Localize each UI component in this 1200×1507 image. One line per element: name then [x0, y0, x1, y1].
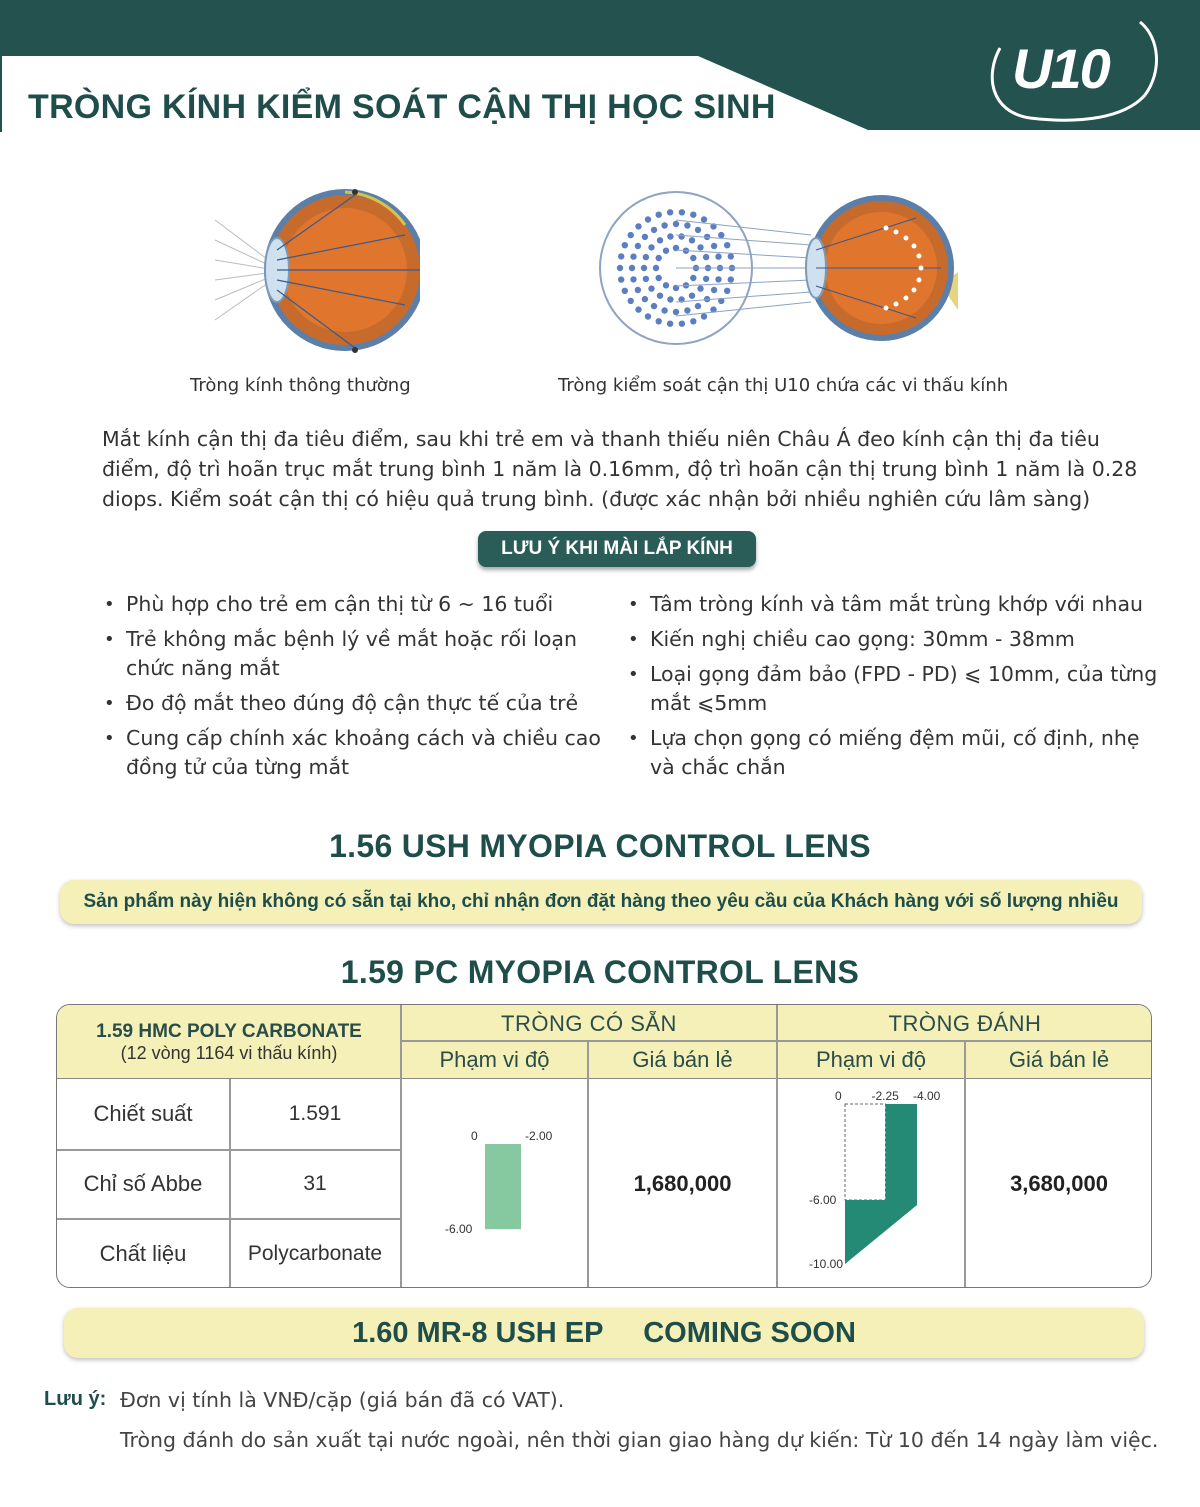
micro-lenslet — [641, 265, 647, 271]
custom-x-tick-1: -2.25 — [871, 1089, 899, 1103]
micro-lenslet — [661, 307, 667, 313]
micro-lenslet — [618, 253, 624, 259]
note-item: • Cung cấp chính xác khoảng cách và chiều cao đồng tử của từng mắt — [102, 724, 602, 782]
micro-lenslet — [657, 293, 663, 299]
micro-lenslet — [635, 243, 641, 249]
custom-range-outline — [845, 1104, 886, 1200]
note-item: • Lựa chọn gọng có miếng đệm mũi, cố định, nhẹ và chắc chắn — [626, 724, 1166, 782]
micro-lenslet — [718, 232, 724, 238]
spec-label-abbe: Chỉ số Abbe — [83, 1170, 203, 1196]
page-title: TRÒNG KÍNH KIỂM SOÁT CẬN THỊ HỌC SINH — [28, 88, 776, 126]
note-item: • Phù hợp cho trẻ em cận thị từ 6 ~ 16 tuổi — [102, 590, 602, 619]
micro-lenslet — [651, 303, 657, 309]
micro-lenslet — [657, 237, 663, 243]
micro-lenslet — [684, 222, 690, 228]
custom-price: 3,680,000 — [1010, 1171, 1108, 1196]
fitting-notes-right — [626, 590, 1166, 788]
micro-lenslet — [695, 303, 701, 309]
note-item: • Tâm tròng kính và tâm mắt trùng khớp với nhau — [626, 590, 1166, 619]
micro-lenslet — [663, 282, 669, 288]
custom-lens-header: TRÒNG ĐÁNH — [888, 1011, 1042, 1036]
pc-section-title: 1.59 PC MYOPIA CONTROL LENS — [340, 954, 860, 990]
stock-range-chart — [401, 1079, 588, 1288]
micro-lenslet — [724, 242, 730, 248]
micro-lenslet — [690, 318, 696, 324]
fitting-notes-left — [102, 590, 602, 788]
micro-lenslet — [673, 309, 679, 315]
micro-lenslet — [689, 293, 695, 299]
micro-lenslet — [630, 276, 636, 282]
footer-note-line-2: Tròng đánh do sản xuất tại nước ngoài, nên thời gian giao hàng dự kiến: Từ 10 đến 14 ngày làm việc. — [120, 1428, 1159, 1452]
model-subtitle: (12 vòng 1164 vi thấu kính) — [120, 1042, 338, 1063]
intro-paragraph: Mắt kính cận thị đa tiêu điểm, sau khi trẻ em và thanh thiếu niên Châu Á đeo kính cận thị đa tiêu điểm, độ trì hoãn trục mắt trung bình 1 năm là 0.16mm, độ trì hoãn cận thị trung bình 1 năm là 0.28 diops. Kiểm soát cận thị có hiệu quả trung bình. (được xác nhận bởi nhiều nghiên cứu lâm sàng) — [102, 427, 1138, 511]
micro-lenslet — [701, 313, 707, 319]
micro-lenslet — [684, 307, 690, 313]
micro-lenslet — [690, 212, 696, 218]
spec-label-refractive-index: Chiết suất — [93, 1101, 193, 1126]
fitting-notes-title: LƯU Ý KHI MÀI LẮP KÍNH — [478, 531, 756, 567]
micro-lenslet — [648, 285, 654, 291]
micro-lenslet — [667, 209, 673, 215]
micro-lenslet — [701, 216, 707, 222]
note-item: • Trẻ không mắc bệnh lý về mắt hoặc rối loạn chức năng mắt — [102, 625, 602, 683]
custom-range-header: Phạm vi độ — [815, 1047, 927, 1072]
spec-value-material: Polycarbonate — [247, 1241, 383, 1265]
micro-lenslet — [689, 237, 695, 243]
stock-x-tick-1: -2.00 — [525, 1129, 553, 1143]
micro-lenslet — [724, 288, 730, 294]
note-item: • Kiến nghị chiều cao gọng: 30mm - 38mm — [626, 625, 1166, 654]
brand-logo: U10 — [1012, 37, 1109, 100]
micro-lenslet — [703, 276, 709, 282]
custom-range-top-block — [886, 1104, 918, 1200]
micro-lenslet — [715, 253, 721, 259]
normal-lens-eye-illustration — [205, 180, 420, 360]
micro-lenslet — [635, 223, 641, 229]
custom-x-tick-2: -4.00 — [913, 1089, 941, 1103]
custom-range-chart — [777, 1079, 965, 1288]
micro-lenslet — [728, 253, 734, 259]
custom-x-tick-0: 0 — [835, 1089, 842, 1103]
micro-lenslet — [667, 233, 673, 239]
micro-lenslet — [618, 276, 624, 282]
ush-section-title: 1.56 USH MYOPIA CONTROL LENS — [329, 828, 871, 864]
stock-price-header: Giá bán lẻ — [632, 1047, 733, 1072]
micro-lenslet — [697, 244, 703, 250]
stock-range-bar — [485, 1144, 521, 1229]
u10-lens-caption: Tròng kiểm soát cận thị U10 chứa các vi thấu kính — [558, 375, 1009, 396]
micro-lenslet — [697, 285, 703, 291]
micro-lenslet — [656, 212, 662, 218]
note-item: • Loại gọng đảm bảo (FPD - PD) ⩽ 10mm, của từng mắt ⩽5mm — [626, 660, 1166, 718]
micro-lenslet — [656, 255, 662, 261]
spec-value-abbe: 31 — [303, 1171, 327, 1195]
micro-lenslet — [645, 313, 651, 319]
note-item: • Đo độ mắt theo đúng độ cận thực tế của trẻ — [102, 689, 602, 718]
micro-lenslet — [629, 265, 635, 271]
micro-lenslet — [715, 276, 721, 282]
micro-lenslet — [703, 254, 709, 260]
micro-lenslet — [653, 265, 659, 271]
micro-lenslet — [628, 298, 634, 304]
micro-lenslet — [628, 232, 634, 238]
normal-lens-caption: Tròng kính thông thường — [190, 375, 411, 396]
micro-lenslet — [679, 321, 685, 327]
spec-value-refractive-index: 1.591 — [288, 1102, 342, 1125]
custom-range-diagonal-block — [845, 1200, 917, 1264]
stock-x-tick-0: 0 — [471, 1129, 478, 1143]
model-name: 1.59 HMC POLY CARBONATE — [96, 1020, 362, 1042]
micro-lenslet — [711, 243, 717, 249]
stock-price: 1,680,000 — [633, 1171, 732, 1196]
mr8-coming-soon-banner: 1.60 MR-8 USH EP COMING SOON — [64, 1308, 1144, 1358]
footer-note-label: Lưu ý: — [44, 1388, 107, 1410]
micro-lenslet — [642, 296, 648, 302]
custom-y-tick-0: -6.00 — [809, 1193, 837, 1207]
micro-lenslet — [673, 221, 679, 227]
micro-lenslet — [711, 287, 717, 293]
micro-lenslet — [635, 306, 641, 312]
pc-lens-table — [56, 1004, 1152, 1288]
custom-y-tick-1: -10.00 — [809, 1257, 844, 1271]
micro-lenslet — [690, 275, 696, 281]
u10-lens-eye-illustration — [596, 190, 961, 350]
micro-lenslet — [728, 276, 734, 282]
micro-lenslet — [617, 265, 623, 271]
micro-lenslet — [622, 288, 628, 294]
micro-lenslet — [656, 275, 662, 281]
custom-price-header: Giá bán lẻ — [1008, 1047, 1110, 1072]
micro-lenslet — [630, 253, 636, 259]
micro-lenslet — [667, 321, 673, 327]
micro-lenslet — [690, 255, 696, 261]
micro-lenslet — [642, 234, 648, 240]
micro-lenslet — [695, 227, 701, 233]
spec-label-material: Chất liệu — [99, 1240, 187, 1266]
stock-range-header: Phạm vi độ — [439, 1047, 550, 1072]
micro-lenslet — [635, 287, 641, 293]
micro-lenslet — [667, 296, 673, 302]
micro-lenslet — [656, 318, 662, 324]
micro-lenslet — [678, 233, 684, 239]
model-header-cell — [57, 1005, 401, 1079]
micro-lenslet — [661, 222, 667, 228]
micro-lenslet — [645, 216, 651, 222]
stock-lens-header: TRÒNG CÓ SẴN — [501, 1011, 677, 1036]
micro-lenslet — [643, 276, 649, 282]
micro-lenslet — [651, 227, 657, 233]
micro-lenslet — [648, 244, 654, 250]
ush-availability-notice: Sản phẩm này hiện không có sẵn tại kho, chỉ nhận đơn đặt hàng theo yêu cầu của Khách hàng với số lượng nhiều — [60, 880, 1142, 924]
stock-y-tick-0: -6.00 — [445, 1222, 473, 1237]
footer-note-line-1: Đơn vị tính là VNĐ/cặp (giá bán đã có VAT). — [120, 1388, 565, 1412]
micro-lenslet — [663, 248, 669, 254]
micro-lenslet — [622, 242, 628, 248]
micro-lenslet — [679, 209, 685, 215]
micro-lenslet — [643, 254, 649, 260]
